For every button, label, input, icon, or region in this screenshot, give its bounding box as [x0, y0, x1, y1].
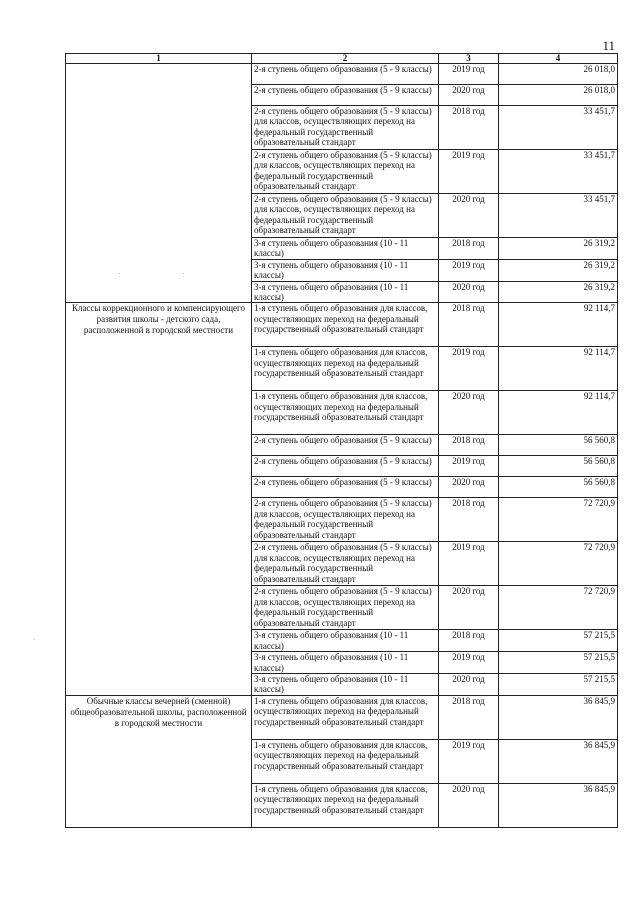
value-cell: 33 451,7: [499, 150, 618, 194]
year-cell: 2018 год: [439, 435, 499, 456]
year-cell: 2019 год: [439, 652, 499, 674]
education-level-cell: 2-я ступень общего образования (5 - 9 классы) для классов, осуществляющих переход на федеральный государственный образовательный стандарт: [252, 542, 439, 586]
year-cell: 2020 год: [439, 586, 499, 630]
cost-norms-table: [65, 53, 618, 828]
group-label-cell: Классы коррекционного и компенсирующего развития школы - детского сада, расположенной в городской местности: [66, 303, 252, 695]
year-cell: 2018 год: [439, 238, 499, 260]
year-cell: 2020 год: [439, 783, 499, 827]
education-level-cell: 2-я ступень общего образования (5 - 9 классы) для классов, осуществляющих переход на федеральный государственный образовательный стандарт: [252, 106, 439, 150]
value-cell: 36 845,9: [499, 695, 618, 739]
education-level-cell: 3-я ступень общего образования (10 - 11 классы): [252, 674, 439, 696]
value-cell: 26 319,2: [499, 281, 618, 303]
scan-speck: ·: [33, 636, 36, 644]
value-cell: 56 560,8: [499, 456, 618, 477]
education-level-cell: 2-я ступень общего образования (5 - 9 классы): [252, 477, 439, 498]
year-cell: 2020 год: [439, 391, 499, 435]
table-header-row: [66, 54, 618, 64]
value-cell: 26 319,2: [499, 238, 618, 260]
year-cell: 2018 год: [439, 106, 499, 150]
year-cell: 2020 год: [439, 194, 499, 238]
education-level-cell: 2-я ступень общего образования (5 - 9 классы) для классов, осуществляющих переход на федеральный государственный образовательный стандарт: [252, 586, 439, 630]
education-level-cell: 2-я ступень общего образования (5 - 9 классы): [252, 456, 439, 477]
year-cell: 2018 год: [439, 630, 499, 652]
education-level-cell: 2-я ступень общего образования (5 - 9 классы): [252, 85, 439, 106]
education-level-cell: 2-я ступень общего образования (5 - 9 классы): [252, 64, 439, 85]
year-cell: 2020 год: [439, 674, 499, 696]
value-cell: 36 845,9: [499, 783, 618, 827]
value-cell: 72 720,9: [499, 586, 618, 630]
year-cell: 2020 год: [439, 281, 499, 303]
year-cell: 2020 год: [439, 85, 499, 106]
table-row: [66, 303, 618, 347]
education-level-cell: 3-я ступень общего образования (10 - 11 классы): [252, 281, 439, 303]
table-row: [66, 64, 618, 85]
education-level-cell: 2-я ступень общего образования (5 - 9 классы) для классов, осуществляющих переход на федеральный государственный образовательный стандарт: [252, 194, 439, 238]
education-level-cell: 1-я ступень общего образования для классов, осуществляющих переход на федеральный государственный образовательный стандарт: [252, 695, 439, 739]
year-cell: 2018 год: [439, 303, 499, 347]
value-cell: 33 451,7: [499, 194, 618, 238]
year-cell: 2019 год: [439, 739, 499, 783]
education-level-cell: 1-я ступень общего образования для классов, осуществляющих переход на федеральный государственный образовательный стандарт: [252, 739, 439, 783]
group-label-cell: [66, 64, 252, 303]
group-label-cell: Обычные классы вечерней (сменной) общеобразовательной школы, расположенной в городской местности: [66, 695, 252, 827]
value-cell: 57 215,5: [499, 652, 618, 674]
value-cell: 56 560,8: [499, 477, 618, 498]
year-cell: 2019 год: [439, 259, 499, 281]
value-cell: 72 720,9: [499, 542, 618, 586]
value-cell: 92 114,7: [499, 391, 618, 435]
value-cell: 56 560,8: [499, 435, 618, 456]
education-level-cell: 2-я ступень общего образования (5 - 9 классы) для классов, осуществляющих переход на федеральный государственный образовательный стандарт: [252, 150, 439, 194]
education-level-cell: 1-я ступень общего образования для классов, осуществляющих переход на федеральный государственный образовательный стандарт: [252, 391, 439, 435]
year-cell: 2019 год: [439, 150, 499, 194]
value-cell: 26 018,0: [499, 85, 618, 106]
year-cell: 2018 год: [439, 498, 499, 542]
value-cell: 72 720,9: [499, 498, 618, 542]
value-cell: 33 451,7: [499, 106, 618, 150]
education-level-cell: 2-я ступень общего образования (5 - 9 классы) для классов, осуществляющих переход на федеральный государственный образовательный стандарт: [252, 498, 439, 542]
table-body: [66, 64, 618, 828]
education-level-cell: 3-я ступень общего образования (10 - 11 классы): [252, 630, 439, 652]
table-row: [66, 695, 618, 739]
value-cell: 26 018,0: [499, 64, 618, 85]
year-cell: 2018 год: [439, 695, 499, 739]
year-cell: 2019 год: [439, 64, 499, 85]
scan-speck: ·: [118, 270, 121, 278]
page-number: 11: [602, 38, 615, 53]
value-cell: 57 215,5: [499, 630, 618, 652]
value-cell: 57 215,5: [499, 674, 618, 696]
year-cell: 2020 год: [439, 477, 499, 498]
scan-speck: ·: [182, 270, 185, 278]
year-cell: 2019 год: [439, 542, 499, 586]
column-header-2: 2: [252, 54, 439, 64]
education-level-cell: 1-я ступень общего образования для классов, осуществляющих переход на федеральный государственный образовательный стандарт: [252, 303, 439, 347]
column-header-1: 1: [66, 54, 252, 64]
value-cell: 26 319,2: [499, 259, 618, 281]
value-cell: 92 114,7: [499, 303, 618, 347]
education-level-cell: 1-я ступень общего образования для классов, осуществляющих переход на федеральный государственный образовательный стандарт: [252, 347, 439, 391]
education-level-cell: 3-я ступень общего образования (10 - 11 классы): [252, 238, 439, 260]
education-level-cell: 1-я ступень общего образования для классов, осуществляющих переход на федеральный государственный образовательный стандарт: [252, 783, 439, 827]
education-level-cell: 3-я ступень общего образования (10 - 11 классы): [252, 652, 439, 674]
column-header-4: 4: [499, 54, 618, 64]
value-cell: 36 845,9: [499, 739, 618, 783]
year-cell: 2019 год: [439, 347, 499, 391]
year-cell: 2019 год: [439, 456, 499, 477]
value-cell: 92 114,7: [499, 347, 618, 391]
education-level-cell: 2-я ступень общего образования (5 - 9 классы): [252, 435, 439, 456]
education-level-cell: 3-я ступень общего образования (10 - 11 классы): [252, 259, 439, 281]
column-header-3: 3: [439, 54, 499, 64]
